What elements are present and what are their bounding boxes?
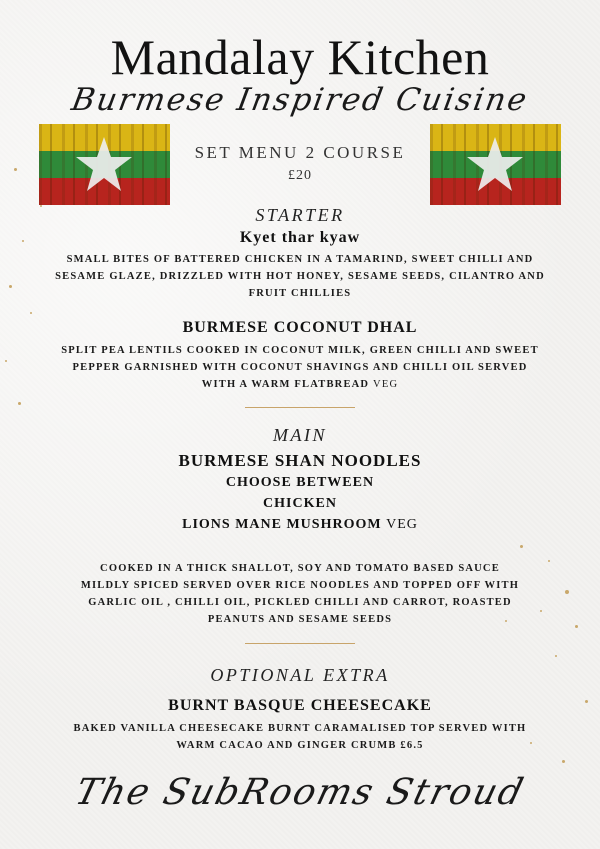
restaurant-subtitle: Burmese Inspired Cuisine (68, 82, 532, 118)
section-heading-main: MAIN (273, 425, 327, 445)
veg-marker: VEG (386, 517, 418, 532)
section-heading-starter: STARTER (255, 205, 345, 225)
restaurant-title: Mandalay Kitchen (110, 29, 490, 85)
option-chicken: CHICKEN (263, 496, 337, 511)
set-menu-price: £20 (288, 168, 312, 183)
dish-name: BURMESE COCONUT DHAL (182, 319, 418, 336)
dish-description: COOKED IN A THICK SHALLOT, SOY AND TOMATO BASED SAUCE MILDLY SPICED SERVED OVER RICE NOODLES AND TOPPED OFF WITH GARLIC OIL , CHILLI OIL, PICKLED CHILLI AND CARROT, ROASTED PEANUTS AND SESAME SEEDS (80, 563, 520, 625)
section-divider (245, 407, 355, 408)
choose-label: CHOOSE BETWEEN (225, 475, 375, 490)
set-menu-label: SET MENU 2 COURSE (194, 143, 406, 162)
dish-name: Kyet thar kyaw (239, 229, 361, 246)
dish-name: BURMESE SHAN NOODLES (178, 451, 422, 470)
section-heading-extra: OPTIONAL EXTRA (210, 665, 390, 685)
myanmar-flag-icon (39, 124, 170, 205)
section-divider (245, 643, 355, 644)
veg-marker: VEG (373, 379, 399, 390)
myanmar-flag-icon (430, 124, 561, 205)
dish-description: SPLIT PEA LENTILS COOKED IN COCONUT MILK, GREEN CHILLI AND SWEET PEPPER GARNISHED WITH COCONUT SHAVINGS AND CHILLI OIL SERVED WITH A WARM FLATBREAD VEG (61, 345, 539, 390)
dish-name: BURNT BASQUE CHEESECAKE (168, 697, 432, 714)
venue-signature: The SubRooms Stroud (71, 772, 529, 813)
dish-description: BAKED VANILLA CHEESECAKE BURNT CARAMALISED TOP SERVED WITH WARM CACAO AND GINGER CRUMB £6.5 (73, 723, 527, 751)
option-mushroom: LIONS MANE MUSHROOM VEG (182, 517, 418, 532)
dish-description: SMALL BITES OF BATTERED CHICKEN IN A TAMARIND, SWEET CHILLI AND SESAME GLAZE, DRIZZLED WITH HOT HONEY, SESAME SEEDS, CILANTRO AND FRUIT CHILLIES (55, 254, 545, 299)
